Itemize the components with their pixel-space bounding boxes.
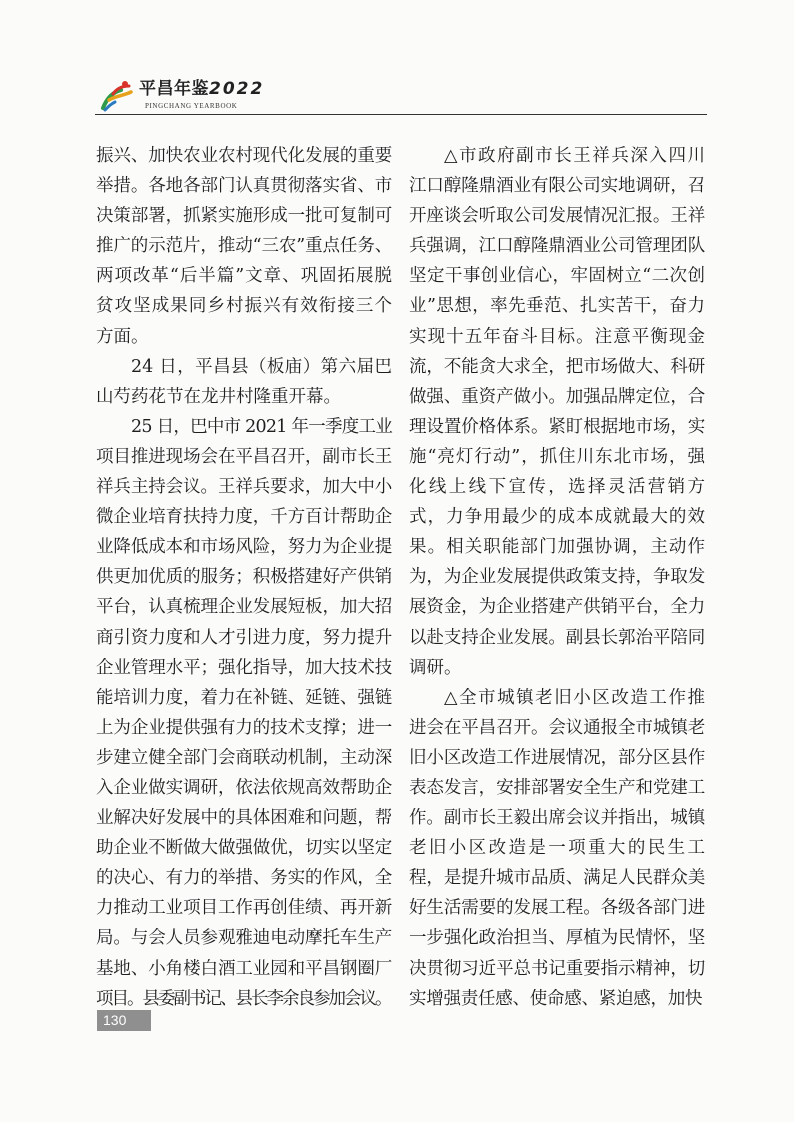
text-line: △全市城镇老旧小区改造工作推 [444, 687, 705, 708]
text-line: 展资金，为企业搭建产供销平台，全力 [409, 597, 705, 618]
text-line: 山芍药花节在龙井村隆重开幕。 [96, 386, 341, 407]
text-line: 业降低成本和市场风险，努力为企业提 [96, 537, 392, 558]
text-line: 步建立健全部门会商联动机制，主动深 [96, 747, 392, 768]
text-line: 化线上线下宣传，选择灵活营销方 [409, 477, 705, 498]
text-line: 实增强责任感、使命感、紧迫感，加快 [409, 988, 703, 1009]
text-line: 供更加优质的服务；积极搭建好产供销 [96, 567, 392, 588]
text-line: 实现十五年奋斗目标。注意平衡现金 [409, 326, 705, 347]
paragraph [409, 683, 705, 1014]
text-line: 以赴支持企业发展。副县长郭治平陪同 [409, 627, 705, 648]
text-line: 做强、重资产做小。加强品牌定位，合 [409, 386, 705, 407]
text-line: 祥兵主持会议。王祥兵要求，加大中小 [96, 477, 392, 498]
paragraph [409, 141, 705, 683]
text-line: 作。副市长王毅出席会议并指出，城镇 [409, 808, 705, 829]
yearbook-title [139, 79, 264, 99]
text-line: 25 日，巴中市 2021 年一季度工业 [131, 416, 392, 437]
text-line: 理设置价格体系。紧盯根据地市场，实 [409, 416, 705, 437]
yearbook-subtitle: PINGCHANG YEARBOOK [145, 102, 238, 110]
text-line: 商引资力度和人才引进力度，努力提升 [96, 627, 392, 648]
text-line: 24 日，平昌县（板庙）第六届巴 [131, 356, 392, 377]
text-line: 能培训力度，着力在补链、延链、强链 [96, 687, 392, 708]
text-line: 平台，认真梳理企业发展短板，加大招 [96, 597, 392, 618]
text-line: 为，为企业发展提供政策支持，争取发 [409, 567, 705, 588]
text-line: 江口醇隆鼎酒业有限公司实地调研，召 [409, 176, 705, 197]
page-number: 130 [97, 1010, 151, 1031]
text-line: 果。相关职能部门加强协调，主动作 [409, 537, 705, 558]
text-line: 项目。县委副书记、县长李余良参加会议。 [96, 988, 391, 1009]
text-line: 好生活需要的发展工程。各级各部门进 [409, 898, 705, 919]
text-line: 表态发言，安排部署安全生产和党建工 [409, 777, 705, 798]
text-line: 坚定干事创业信心，牢固树立“二次创 [409, 266, 705, 287]
text-line: 业解决好发展中的具体困难和问题，帮 [96, 808, 392, 829]
text-line: △市政府副市长王祥兵深入四川 [444, 146, 705, 166]
text-line: 决策部署，抓紧实施形成一批可复制可 [96, 206, 392, 227]
text-line: 贫攻坚成果同乡村振兴有效衔接三个 [96, 296, 392, 317]
text-line: 入企业做实调研，依法依规高效帮助企 [96, 777, 392, 798]
title-text: 平昌年鉴 [139, 79, 209, 99]
yearbook-logo-icon [99, 80, 135, 112]
page-header [95, 76, 707, 115]
text-line: 基地、小角楼白酒工业园和平昌钢圈厂 [96, 958, 392, 979]
text-line: 助企业不断做大做强做优，切实以坚定 [96, 838, 392, 859]
text-line: 旧小区改造工作进展情况，部分区县作 [409, 747, 705, 768]
paragraph [96, 352, 392, 412]
right-column [409, 141, 705, 1014]
text-line: 业”思想，率先垂范、扎实苦干，奋力 [409, 296, 705, 317]
text-line: 企业管理水平；强化指导，加大技术技 [96, 657, 392, 678]
text-line: 振兴、加快农业农村现代化发展的重要 [96, 146, 392, 166]
text-line: 施“亮灯行动”，抓住川东北市场，强 [409, 446, 705, 467]
text-line: 方面。 [96, 326, 149, 347]
text-line: 举措。各地各部门认真贯彻落实省、市 [96, 176, 392, 197]
text-line: 兵强调，江口醇隆鼎酒业公司管理团队 [409, 236, 705, 257]
text-line: 调研。 [409, 657, 462, 678]
text-line: 推广的示范片，推动“三农”重点任务、 [96, 236, 392, 257]
title-year: 2022 [209, 79, 265, 99]
text-line: 进会在平昌召开。会议通报全市城镇老 [409, 717, 705, 738]
text-line: 开座谈会听取公司发展情况汇报。王祥 [409, 206, 705, 227]
text-line: 老旧小区改造是一项重大的民生工 [409, 838, 705, 859]
text-line: 项目推进现场会在平昌召开，副市长王 [96, 446, 392, 467]
paragraph [96, 412, 392, 1014]
text-line: 决贯彻习近平总书记重要指示精神，切 [409, 958, 705, 979]
text-line: 程，是提升城市品质、满足人民群众美 [409, 868, 705, 889]
paragraph [96, 141, 392, 352]
text-line: 的决心、有力的举措、务实的作风，全 [96, 868, 392, 889]
text-line: 一步强化政治担当、厚植为民情怀，坚 [409, 928, 705, 949]
text-line: 两项改革“后半篇”文章、巩固拓展脱 [96, 266, 392, 287]
left-column [96, 141, 392, 1014]
text-line: 微企业培育扶持力度，千方百计帮助企 [96, 507, 392, 528]
text-line: 流，不能贪大求全，把市场做大、科研 [409, 356, 705, 377]
text-line: 式，力争用最少的成本成就最大的效 [409, 507, 705, 528]
text-line: 局。与会人员参观雅迪电动摩托车生产 [96, 928, 392, 949]
text-line: 上为企业提供强有力的技术支撑；进一 [96, 717, 392, 738]
text-line: 力推动工业项目工作再创佳绩、再开新 [96, 898, 392, 919]
